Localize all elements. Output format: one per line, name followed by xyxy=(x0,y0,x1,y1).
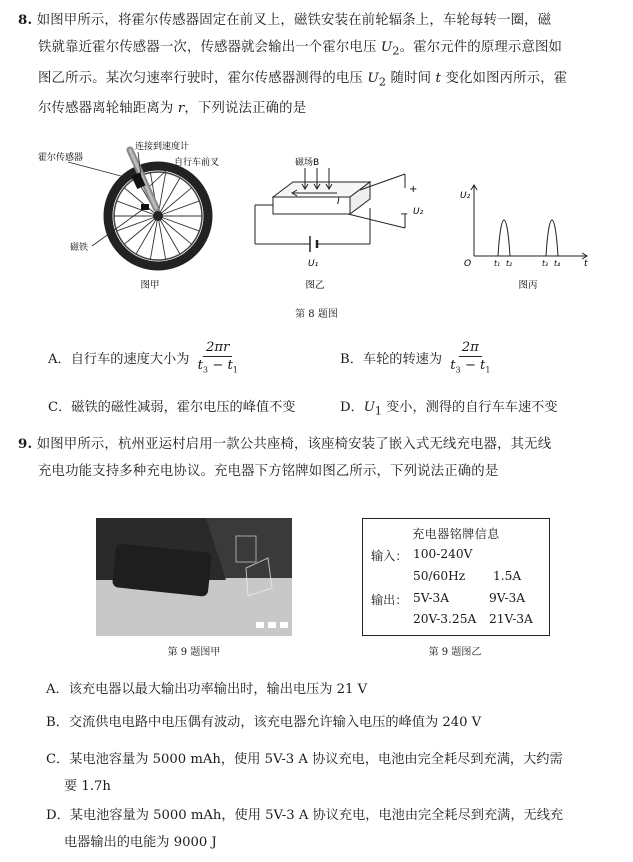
tick-t4: t₄ xyxy=(554,259,560,268)
q8-r-symbol: r xyxy=(177,101,185,117)
q8-line-3 xyxy=(18,65,618,96)
q8-option-b-denominator: $t_3 - t_1$ xyxy=(450,358,491,375)
nameplate-output-label: 输出： xyxy=(371,593,408,607)
label-current-i: I xyxy=(337,197,340,207)
q8-option-d[interactable]: D．$U_1$ 变小，测得的自行车车速不变 xyxy=(340,400,558,418)
q8-text-4b: ，下列说法正确的是 xyxy=(184,101,307,117)
q9-text-1: 如图甲所示，杭州亚运村启用一款公共座椅，该座椅安装了嵌入式无线充电器，其无线 xyxy=(36,437,552,452)
nameplate-output-3: 20V-3.25A xyxy=(413,612,477,626)
ylabel: U₂ xyxy=(460,191,471,201)
q8-line-1 xyxy=(18,7,618,34)
origin-label: O xyxy=(464,259,472,269)
q8-option-a-numerator: 2πr xyxy=(203,340,232,357)
q8-option-b-fraction xyxy=(448,340,492,379)
tick-t1: t₁ xyxy=(494,259,500,268)
q8-option-a-text: A．自行车的速度大小为 xyxy=(48,351,190,367)
q8-line-2 xyxy=(18,34,618,65)
nameplate-input-current: 1.5A xyxy=(493,569,522,583)
q9-number: 9. xyxy=(18,436,33,452)
caption-fig-c: 图丙 xyxy=(518,280,538,291)
label-u2: U₂ xyxy=(413,207,424,217)
q8-text-3a: 图乙所示。某次匀速率行驶时，霍尔传感器测得的电压 xyxy=(38,70,368,86)
q9-figure-a-photo xyxy=(96,518,292,636)
pulse-1 xyxy=(498,220,510,256)
label-minus: − xyxy=(400,209,409,220)
pulse-2 xyxy=(546,220,558,256)
q8-option-b-text: B．车轮的转速为 xyxy=(340,351,443,367)
q9-option-c-line-2: 要 1.7h xyxy=(64,779,111,794)
nameplate-output-1: 5V-3A xyxy=(413,591,450,605)
q8-text-2a: 铁就靠近霍尔传感器一次，传感器就会输出一个霍尔电压 xyxy=(38,40,381,55)
q9-option-c-line-1: C．某电池容量为 5000 mAh，使用 5V-3 A 协议充电，电池由完全耗尽到充满，大约需 xyxy=(46,752,563,767)
tick-t3: t₃ xyxy=(542,259,548,268)
caption-fig-a: 图甲 xyxy=(140,280,160,291)
q9-nameplate xyxy=(362,518,550,636)
label-magnet: 磁铁 xyxy=(70,243,89,253)
q8-text-3c: 变化如图丙所示，霍 xyxy=(441,70,568,86)
q8-stem xyxy=(18,7,618,122)
q9-figure-a-caption: 第 9 题图甲 xyxy=(167,647,221,658)
q8-option-b[interactable] xyxy=(340,340,492,379)
q9-stem xyxy=(18,431,618,485)
magnet-icon xyxy=(141,204,149,210)
magnetic-field-arrows xyxy=(302,168,332,189)
q8-option-b-numerator: 2π xyxy=(459,340,482,357)
q8-option-a[interactable] xyxy=(48,340,240,379)
wheel-spoke xyxy=(158,216,192,244)
q9-option-d-line-1: D．某电池容量为 5000 mAh，使用 5V-3 A 协议充电，电池由完全耗尽到充满，无线充 xyxy=(46,808,564,823)
q9-option-c[interactable] xyxy=(46,746,626,800)
wheel-spoke xyxy=(124,216,158,244)
label-u1: U₁ xyxy=(308,259,319,269)
q9-figure-b-caption: 第 9 题图乙 xyxy=(428,647,482,658)
q8-figure-caption: 第 8 题图 xyxy=(295,309,338,320)
tick-t2: t₂ xyxy=(506,259,512,268)
q8-text-3b: 随时间 xyxy=(386,70,436,86)
wheel-spoke xyxy=(158,201,199,216)
q8-t-symbol: t xyxy=(435,70,442,86)
q9-option-a[interactable]: A．该充电器以最大输出功率输出时，输出电压为 21 V xyxy=(46,682,368,697)
q8-text-4a: 尔传感器离轮轴距离为 xyxy=(38,101,178,117)
bicycle-wheel-icon xyxy=(108,166,208,266)
q8-figure-c xyxy=(456,178,596,300)
q9-line-1 xyxy=(18,431,618,458)
label-front-fork: 自行车前叉 xyxy=(174,158,220,168)
q9-option-d-line-2: 电器输出的电能为 9000 J xyxy=(64,835,217,850)
q8-line-4 xyxy=(18,95,618,122)
q8-option-c[interactable]: C．磁铁的磁性减弱，霍尔电压的峰值不变 xyxy=(48,400,296,415)
nameplate-title: 充电器铭牌信息 xyxy=(412,527,500,541)
q9-option-b[interactable]: B．交流供电电路中电压偶有波动，该充电器允许输入电压的峰值为 240 V xyxy=(46,715,482,730)
caption-fig-b: 图乙 xyxy=(305,280,325,291)
q9-text-2: 充电功能支持多种充电协议。充电器下方铭牌如图乙所示，下列说法正确的是 xyxy=(38,464,499,479)
q8-text-1: 如图甲所示，将霍尔传感器固定在前叉上，磁铁安装在前轮辐条上，车轮每转一圈，磁 xyxy=(36,13,552,28)
q8-number: 8. xyxy=(18,12,33,28)
nameplate-output-4: 21V-3A xyxy=(489,612,533,626)
q8-u2-sub-2: 2 xyxy=(378,75,387,89)
q8-figure-a xyxy=(38,138,228,298)
wheel-spoke xyxy=(158,216,199,231)
label-to-speedometer: 连接到速度计 xyxy=(135,142,190,152)
nameplate-input-label: 输入： xyxy=(371,549,408,563)
q9-option-d[interactable] xyxy=(46,802,626,856)
q8-u2-symbol: U xyxy=(380,40,393,55)
nameplate-output-2: 9V-3A xyxy=(489,591,526,605)
xlabel: t xyxy=(584,259,588,269)
q8-option-a-denominator: $t_3 - t_1$ xyxy=(197,358,238,375)
label-field-b: 磁场B xyxy=(295,158,320,168)
nameplate-input-voltage: 100-240V xyxy=(413,547,473,561)
q8-u2-sub: 2 xyxy=(392,44,400,58)
nameplate-frequency: 50/60Hz xyxy=(413,569,466,583)
q8-option-a-fraction xyxy=(196,340,240,379)
q8-text-2b: 。霍尔元件的原理示意图如 xyxy=(399,40,563,55)
q8-figure-b xyxy=(245,152,445,298)
label-hall-sensor: 霍尔传感器 xyxy=(38,153,84,163)
label-plus: + xyxy=(409,184,418,195)
q8-u2-symbol-2: U xyxy=(367,70,379,86)
wheel-spoke xyxy=(158,188,192,216)
